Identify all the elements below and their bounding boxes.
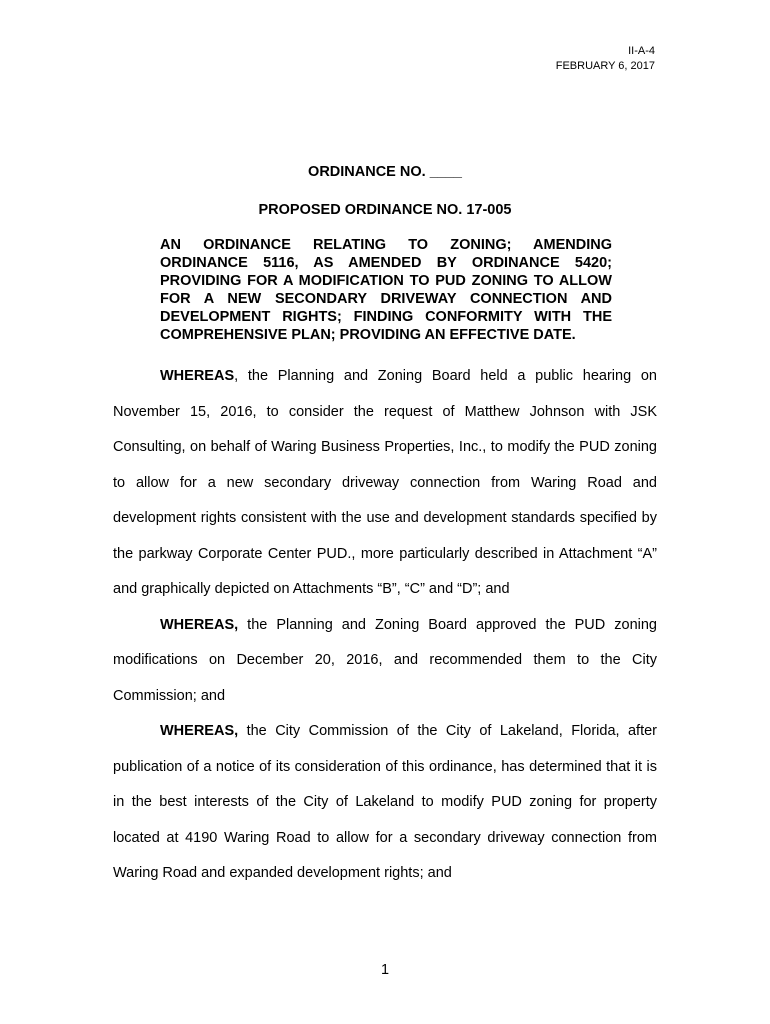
header-ref-code: II-A-4 xyxy=(628,45,655,57)
whereas-lead: WHEREAS xyxy=(160,368,235,384)
whereas-paragraph-1 xyxy=(113,359,657,608)
ordinance-number: ORDINANCE NO. ____ xyxy=(308,164,462,180)
paragraph-text: the Planning and Zoning Board approved the PUD zoning modifications on December 20, 2016, and recommended them to the City Commission; and xyxy=(113,616,657,704)
ordinance-title: AN ORDINANCE RELATING TO ZONING; AMENDING ORDINANCE 5116, AS AMENDED BY ORDINANCE 5420; PROVIDING FOR A MODIFICATION TO PUD ZONING TO ALLOW FOR A NEW SECONDARY DRIVEWAY CONNECTION AND DEVELOPMENT RIGHTS; FINDING CONFORMITY WITH THE COMPREHENSIVE PLAN; PROVIDING AN EFFECTIVE DATE. xyxy=(160,237,612,343)
whereas-lead: WHEREAS, xyxy=(160,616,239,633)
whereas-paragraph-2 xyxy=(113,608,657,715)
paragraph-text: , the Planning and Zoning Board held a public hearing on November 15, 2016, to consider the request of Matthew Johnson with JSK Consulting, on behalf of Waring Business Properties, Inc., to modify the PUD zoning to allow for a new secondary driveway connection from Waring Road and development rights consistent with the use and development standards specified by the parkway Corporate Center PUD., more particularly described in Attachment “A” and graphically depicted on Attachments “B”, “C” and “D”; and xyxy=(113,368,657,597)
whereas-lead: WHEREAS, xyxy=(160,723,239,739)
whereas-paragraph-3 xyxy=(113,714,657,892)
proposed-ordinance-number: PROPOSED ORDINANCE NO. 17-005 xyxy=(258,202,512,218)
paragraph-text: the City Commission of the City of Lakeland, Florida, after publication of a notice of its consideration of this ordinance, has determined that it is in the best interests of the City of Lakeland to modify PUD zoning for property located at 4190 Waring Road to allow for a secondary driveway connection from Waring Road and expanded development rights; and xyxy=(113,723,657,881)
document-body xyxy=(113,359,657,892)
page-number: 1 xyxy=(380,962,390,978)
header-reference xyxy=(556,44,655,74)
header-date: FEBRUARY 6, 2017 xyxy=(555,60,655,72)
